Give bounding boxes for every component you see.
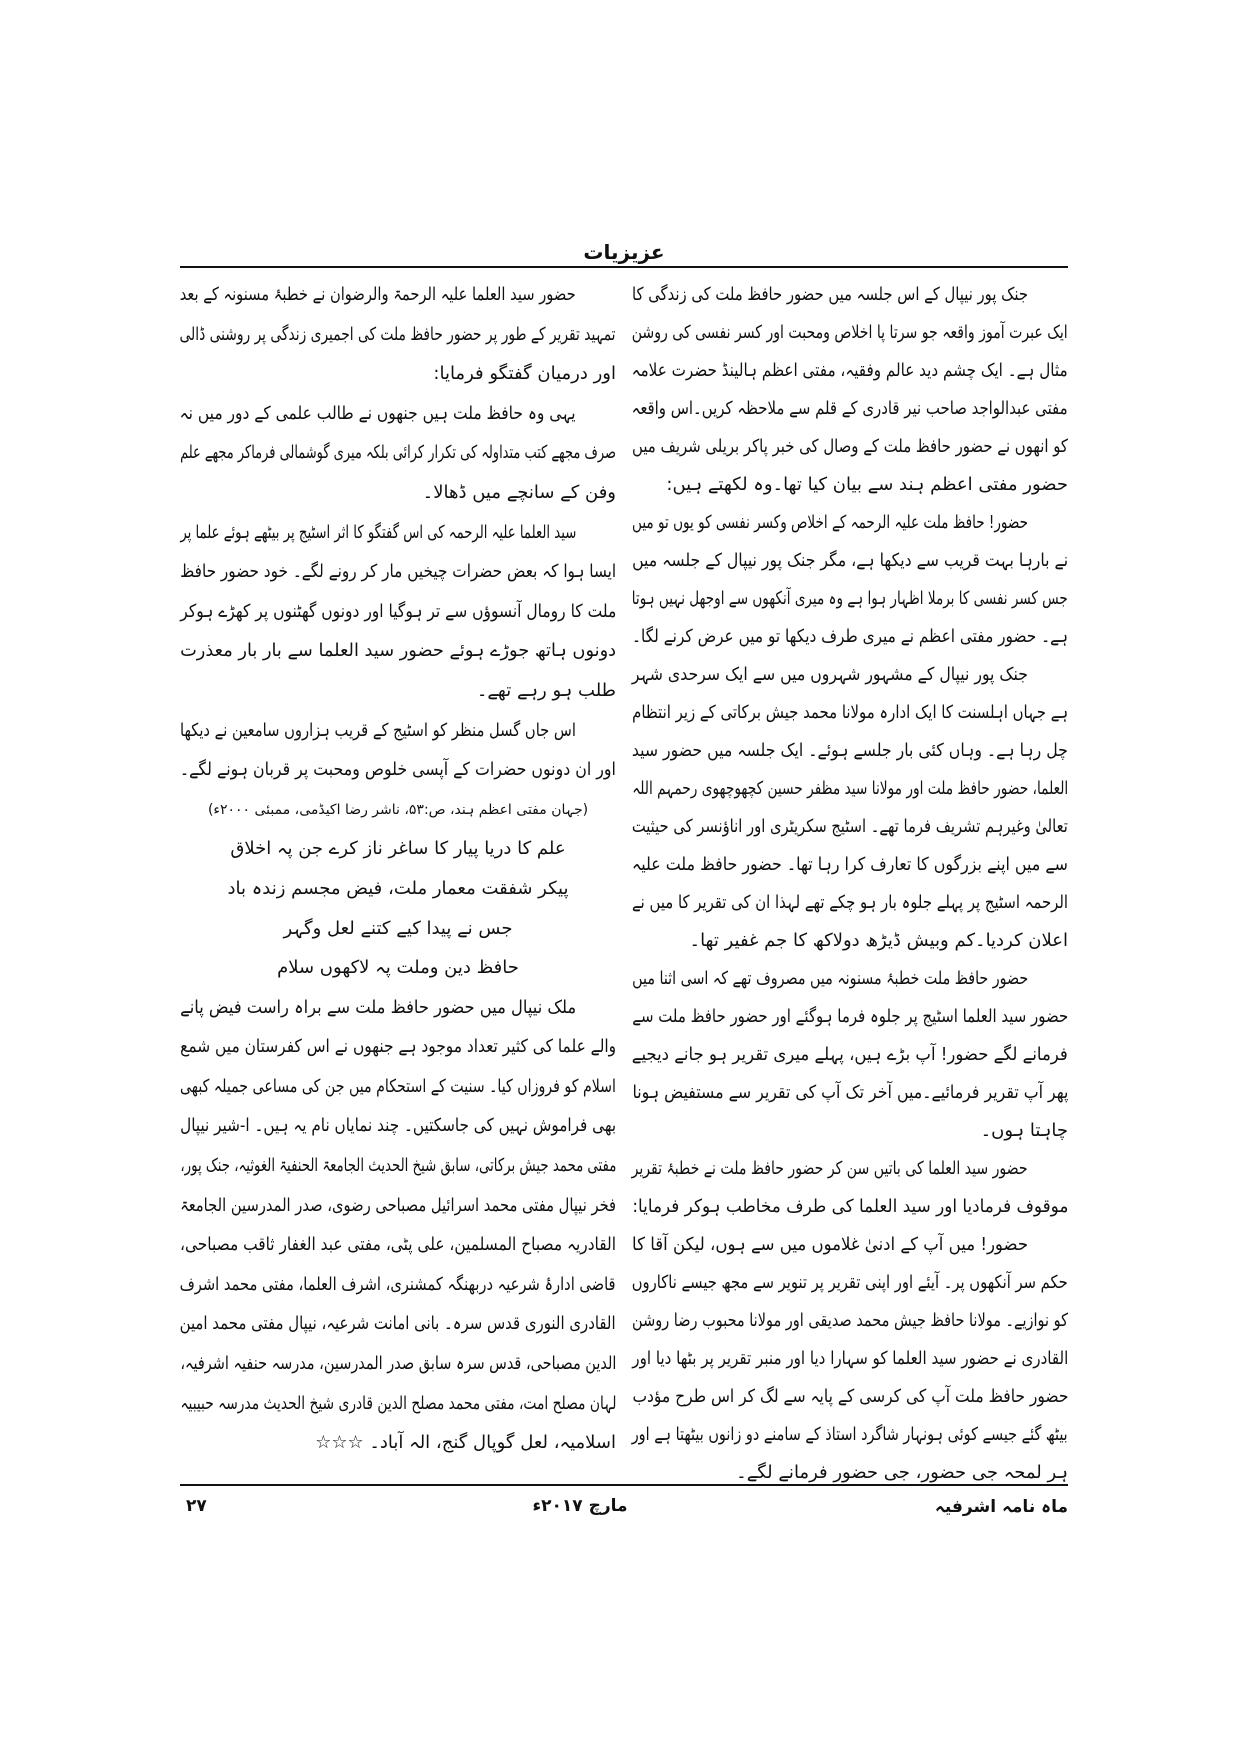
line-text: القادری نے حضور سید العلما کو سہارا دیا اور منبر تقریر پر بٹھا دیا اور (632, 1348, 1068, 1369)
text-line (632, 394, 1068, 432)
line-text: ہر لمحہ جی حضور، جی حضور فرمانے لگے۔ (736, 1462, 1068, 1483)
text-line (632, 280, 1068, 318)
poem-verse (180, 953, 616, 993)
line-text: حضور مفتی اعظم ہند سے بیان کیا تھا۔وہ لکھتے ہیں: (666, 474, 1068, 495)
text-line (632, 774, 1068, 812)
text-line (632, 1116, 1068, 1154)
text-line (632, 1268, 1068, 1306)
page-number: ۲۷ (186, 1496, 207, 1516)
text-line (180, 597, 616, 637)
line-text: ہے جہاں اہلسنت کا ایک ادارہ مولانا محمد جیش برکاتی کے زیر انتظام (632, 702, 1068, 723)
issue-date: مارچ ۲۰۱۷ء (532, 1496, 628, 1516)
text-line (180, 1230, 616, 1270)
line-text: نے بارہا بہت قریب سے دیکھا ہے، مگر جنک پور نیپال کے جلسہ میں (632, 550, 1068, 571)
text-line (180, 1309, 616, 1349)
line-text: جس نے پیدا کیے کتنے لعل وگہر (283, 917, 513, 939)
line-text: چاہتا ہوں۔ (980, 1120, 1068, 1141)
line-text: ملک نیپال میں حضور حافظ ملت سے براہ راست فیض پانے (180, 996, 576, 1018)
line-text: حضور! حافظ ملت علیہ الرحمہ کے اخلاص وکسر نفسی کو یوں تو میں (632, 512, 1028, 533)
line-text: بھی فراموش نہیں کی جاسکتیں۔ چند نمایاں نام یہ ہیں۔ ا-شیر نیپال (180, 1115, 616, 1137)
line-text: حافظ دین وملت پہ لاکھوں سلام (277, 957, 519, 979)
line-text: حضور حافظ ملت آپ کی کرسی کے پایہ سے لگ کر اس طرح مؤدب (632, 1386, 1068, 1407)
text-line (180, 478, 616, 518)
line-text: اور درمیان گفتگو فرمایا: (433, 363, 616, 385)
text-line (632, 1306, 1068, 1344)
line-text: ایسا ہوا کہ بعض حضرات چیخیں مار کر رونے لگے۔ خود حضور حافظ (180, 561, 616, 583)
line-text: سید العلما علیہ الرحمہ کی اس گفتگو کا اثر اسٹیج پر بیٹھے ہوئے علما پر (180, 521, 576, 543)
line-text: موقوف فرمادیا اور سید العلما کی طرف مخاطب ہوکر فرمایا: (632, 1196, 1068, 1217)
line-text: جنک پور نیپال کے مشہور شہروں میں سے ایک سرحدی شہر (632, 664, 1028, 685)
text-line (632, 356, 1068, 394)
line-text: اعلان کردیا۔کم وبیش ڈیڑھ دولاکھ کا جم غفیر تھا۔ (689, 930, 1068, 951)
line-text: حضور! میں آپ کے ادنیٰ غلاموں میں سے ہوں، لیکن آقا کا (632, 1234, 1028, 1255)
line-text: اسلام کو فروزاں کیا۔ سنیت کے استحکام میں جن کی مساعی جمیلہ کبھی (180, 1075, 616, 1097)
line-text: مفتی محمد جیش برکاتی، سابق شیخ الحدیث الجامعۃ الحنفیۃ الغوثیہ، جنک پور، (180, 1155, 616, 1177)
text-line (180, 1111, 616, 1151)
line-text: پیکر شفقت معمار ملت، فیض مجسم زندہ باد (227, 877, 569, 899)
text-line (180, 438, 616, 478)
running-head-title: عزیزیات (583, 240, 665, 264)
line-text: حضور حافظ ملت خطبۂ مسنونہ میں مصروف تھے کہ اسی اثنا میں (632, 968, 1028, 989)
text-line (180, 993, 616, 1033)
line-text: چل رہا ہے۔ وہاں کئی بار جلسے ہوئے۔ ایک جلسہ میں حضور سید (632, 740, 1068, 761)
magazine-name: ماہ نامہ اشرفیہ (934, 1497, 1068, 1517)
text-line (180, 557, 616, 597)
line-text: فخر نیپال مفتی محمد اسرائیل مصباحی رضوی، صدر المدرسین الجامعۃ (180, 1194, 616, 1216)
line-text: پھر آپ تقریر فرمائیے۔میں آخر تک آپ کی تقریر سے مستفیض ہونا (632, 1082, 1068, 1103)
line-text: مثال ہے۔ ایک چشم دید عالم وفقیہ، مفتی اعظم ہالینڈ حضرت علامہ (632, 360, 1068, 381)
text-line (180, 518, 616, 558)
poem-verse (180, 874, 616, 914)
text-line (180, 280, 616, 320)
text-line (180, 1428, 616, 1468)
line-text: القادری النوری قدس سرہ۔ بانی امانت شرعیہ، نیپال مفتی محمد امین (180, 1313, 616, 1335)
line-text: العلما، حضور حافظ ملت اور مولانا سید مظفر حسین کچھوچھوی رحمہم اللہ (632, 778, 1068, 799)
text-line (632, 888, 1068, 926)
line-text: مفتی عبدالواجد صاحب نیر قادری کے قلم سے ملاحظہ کریں۔اس واقعہ (632, 398, 1068, 419)
text-line (632, 698, 1068, 736)
text-line (632, 1078, 1068, 1116)
line-text: حضور سید العلما علیہ الرحمۃ والرضوان نے خطبۂ مسنونہ کے بعد (180, 284, 576, 305)
line-text: (جہان مفتی اعظم ہند، ص:۵۳، ناشر رضا اکیڈمی، ممبئی ۲۰۰۰ء) (207, 801, 589, 818)
line-text: لہان مصلح امت، مفتی محمد مصلح الدین قادری شیخ الحدیث مدرسہ حبیبیہ (180, 1392, 616, 1414)
text-line (632, 926, 1068, 964)
text-line (632, 432, 1068, 470)
line-text: یہی وہ حافظ ملت ہیں جنھوں نے طالب علمی کے دور میں نہ (180, 402, 576, 424)
text-line (180, 1349, 616, 1389)
text-line (180, 755, 616, 795)
text-line (180, 1072, 616, 1112)
text-line (632, 736, 1068, 774)
line-text: دونوں ہاتھ جوڑے ہوئے حضور سید العلما سے بار بار معذرت (180, 640, 616, 662)
text-line (180, 676, 616, 716)
text-line (632, 584, 1068, 622)
line-text: حکم سر آنکھوں پر۔ آیئے اور اپنی تقریر پر تنویر سے مجھ جیسے ناکاروں (632, 1272, 1068, 1293)
text-line (180, 359, 616, 399)
text-line (632, 622, 1068, 660)
footer-rule (180, 1484, 1068, 1486)
line-text: کو انھوں نے حضور حافظ ملت کے وصال کی خبر پاکر بریلی شریف میں (632, 436, 1068, 457)
text-line (180, 1270, 616, 1310)
text-line (180, 1032, 616, 1072)
line-text: تمہید تقریر کے طور پر حضور حافظ ملت کی اجمیری زندگی پر روشنی ڈالی (180, 323, 616, 345)
text-line (632, 1002, 1068, 1040)
line-text: وفن کے سانچے میں ڈھالا۔ (422, 481, 616, 503)
line-text: حضور سید العلما اسٹیج پر جلوہ فرما ہوگئے اور حضور حافظ ملت سے (632, 1006, 1068, 1027)
line-text: طلب ہو رہے تھے۔ (476, 679, 616, 701)
text-line (632, 850, 1068, 888)
line-text: صرف مجھے کتب متداولہ کی تکرار کرائی بلکہ میری گوشمالی فرماکر مجھے علم (180, 442, 616, 464)
text-line (632, 1230, 1068, 1268)
line-text: جنک پور نیپال کے اس جلسہ میں حضور حافظ ملت کی زندگی کا (632, 284, 1028, 305)
line-text: ایک عبرت آموز واقعہ جو سرتا پا اخلاص ومحبت اور کسر نفسی کی روشن (632, 322, 1068, 343)
line-text: اسلامیہ، لعل گوپال گنج، الہ آباد۔ ☆☆☆ (315, 1432, 616, 1454)
line-text: حضور سید العلما کی باتیں سن کر حضور حافظ ملت نے خطبۂ تقریر (632, 1158, 1028, 1179)
line-text: الدین مصباحی، قدس سرہ سابق صدر المدرسین، مدرسہ حنفیہ اشرفیہ، (180, 1353, 616, 1375)
text-line (632, 1458, 1068, 1496)
text-line (180, 1191, 616, 1231)
line-text: قاضی ادارۂ شرعیہ دربھنگہ کمشنری، اشرف العلما، مفتی محمد اشرف (180, 1273, 616, 1295)
text-line (180, 399, 616, 439)
text-line (632, 1344, 1068, 1382)
text-line (632, 1154, 1068, 1192)
line-text: فرمانے لگے حضور! آپ بڑے ہیں، پہلے میری تقریر ہو جانے دیجیے (632, 1044, 1068, 1065)
header-rule (180, 266, 1068, 268)
text-line (632, 964, 1068, 1002)
citation (180, 795, 616, 835)
line-text: اس جاں گسل منظر کو اسٹیج کے قریب ہزاروں سامعین نے دیکھا (180, 719, 576, 741)
text-line (632, 812, 1068, 850)
right-column (632, 280, 1068, 1496)
poem-verse (180, 834, 616, 874)
text-line (632, 546, 1068, 584)
text-line (632, 660, 1068, 698)
line-text: ہے۔ حضور مفتی اعظم نے میری طرف دیکھا تو میں عرض کرنے لگا۔ (632, 626, 1068, 647)
text-line (180, 1151, 616, 1191)
line-text: اور ان دونوں حضرات کے آپسی خلوص ومحبت پر قربان ہونے لگے۔ (180, 759, 616, 781)
line-text: ملت کا رومال آنسوؤں سے تر ہوگیا اور دونوں گھٹنوں پر کھڑے ہوکر (180, 600, 616, 622)
text-line (632, 1420, 1068, 1458)
text-line (632, 470, 1068, 508)
line-text: سے میں اپنے بزرگوں کا تعارف کرا رہا تھا۔ حضور حافظ ملت علیہ (632, 854, 1068, 875)
text-line (180, 636, 616, 676)
line-text: القادریہ مصباح المسلمین، علی پٹی، مفتی عبد الغفار ثاقب مصباحی، (180, 1234, 616, 1256)
text-line (180, 716, 616, 756)
line-text: علم کا دریا پیار کا ساغر ناز کرے جن پہ اخلاق (230, 838, 566, 860)
line-text: تعالیٰ وغیرہم تشریف فرما تھے۔ اسٹیج سکریٹری اور اناؤنسر کی حیثیت (632, 816, 1068, 837)
text-line (632, 1040, 1068, 1078)
line-text: والے علما کی کثیر تعداد موجود ہے جنھوں نے اس کفرستان میں شمع (180, 1036, 616, 1058)
poem-verse (180, 914, 616, 954)
text-line (632, 508, 1068, 546)
line-text: جس کسر نفسی کا برملا اظہار ہوا ہے وہ میری آنکھوں سے اوجھل نہیں ہوتا (632, 588, 1068, 609)
text-line (180, 320, 616, 360)
text-line (632, 1192, 1068, 1230)
text-line (632, 318, 1068, 356)
left-column (180, 280, 616, 1468)
line-text: بیٹھ گئے جیسے کوئی ہونہار شاگرد استاذ کے سامنے دو زانوں بیٹھتا ہے اور (632, 1424, 1068, 1445)
text-line (180, 1389, 616, 1429)
line-text: کو نوازیے۔ مولانا حافظ جیش محمد صدیقی اور مولانا محبوب رضا روشن (632, 1310, 1068, 1331)
text-line (632, 1382, 1068, 1420)
line-text: الرحمہ اسٹیج پر پہلے جلوہ بار ہو چکے تھے لہذا ان کی تقریر کا میں نے (632, 892, 1068, 913)
